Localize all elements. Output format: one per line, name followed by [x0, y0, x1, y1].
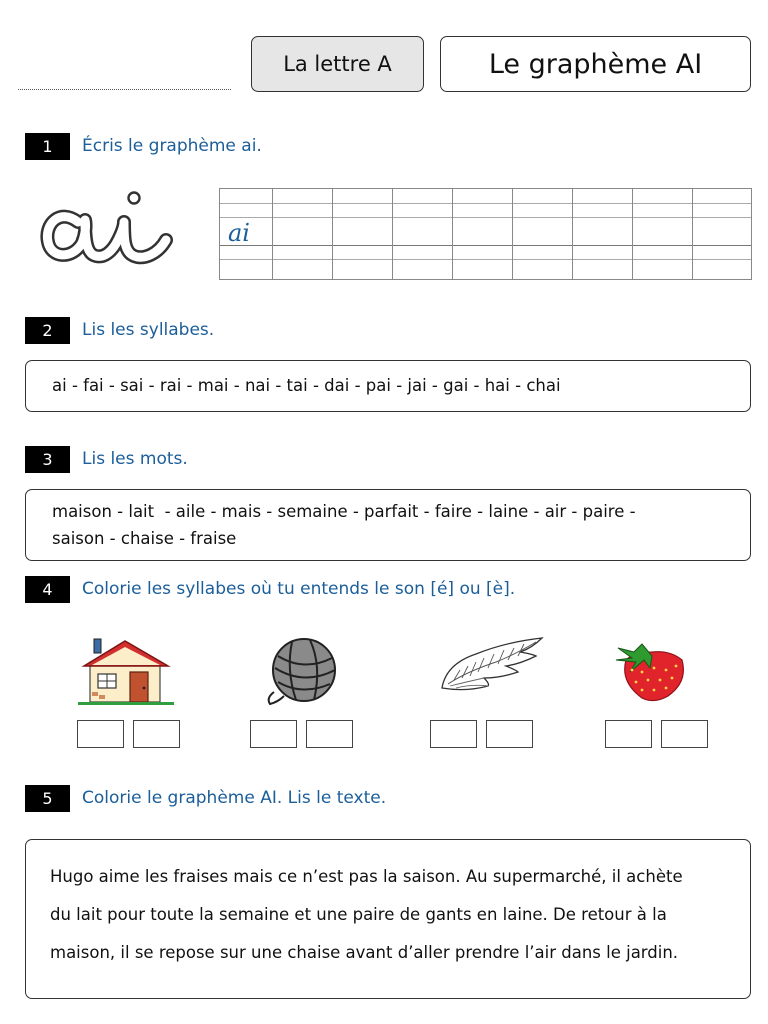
grid-column [512, 189, 513, 279]
text-line: maison, il se repose sur une chaise avant d’aller prendre l’air dans le jardin. [50, 943, 679, 962]
grid-line [220, 245, 751, 246]
grid-column [632, 189, 633, 279]
section-3-title: Lis les mots. [82, 449, 188, 469]
section-1-number: 1 [25, 133, 70, 160]
model-text: ai [228, 219, 250, 247]
syllable-box[interactable] [430, 720, 477, 748]
syllable-box[interactable] [133, 720, 180, 748]
writing-grid[interactable] [219, 188, 752, 280]
syllables-text: ai - fai - sai - rai - mai - nai - tai - dai - pai - jai - gai - hai - chai [52, 376, 561, 395]
syllable-box[interactable] [77, 720, 124, 748]
yarn-ball-icon [262, 636, 342, 706]
words-line: saison - chaise - fraise [52, 529, 237, 548]
grid-column [572, 189, 573, 279]
syllable-box[interactable] [250, 720, 297, 748]
section-2-number: 2 [25, 317, 70, 344]
section-1-title: Écris le graphème ai. [82, 136, 262, 156]
grid-column [452, 189, 453, 279]
words-box [25, 489, 751, 561]
section-3-number: 3 [25, 446, 70, 473]
name-line[interactable] [18, 89, 231, 90]
syllable-box[interactable] [486, 720, 533, 748]
syllable-box[interactable] [605, 720, 652, 748]
grid-column [692, 189, 693, 279]
cursive-ai-outline-icon [40, 188, 176, 270]
grid-line [220, 259, 751, 260]
letter-tag: La lettre A [251, 36, 424, 92]
words-line: maison - lait - aile - mais - semaine - parfait - faire - laine - air - paire - [52, 502, 636, 521]
section-2-title: Lis les syllabes. [82, 320, 215, 340]
reading-text-box [25, 839, 751, 999]
text-line: du lait pour toute la semaine et une paire de gants en laine. De retour à la [50, 905, 667, 924]
grid-column [392, 189, 393, 279]
strawberry-icon [612, 638, 692, 704]
section-4-title: Colorie les syllabes où tu entends le son [é] ou [è]. [82, 579, 516, 599]
syllable-box[interactable] [661, 720, 708, 748]
section-5-number: 5 [25, 785, 70, 812]
syllable-box[interactable] [306, 720, 353, 748]
section-5-title: Colorie le graphème AI. Lis le texte. [82, 788, 387, 808]
text-line: Hugo aime les fraises mais ce n’est pas la saison. Au supermarché, il achète [50, 867, 683, 886]
syllables-box [25, 360, 751, 412]
wing-icon [436, 634, 546, 696]
house-icon [76, 636, 176, 708]
grid-line [220, 203, 751, 204]
grid-column [272, 189, 273, 279]
section-4-number: 4 [25, 576, 70, 603]
grid-column [332, 189, 333, 279]
grid-line [220, 217, 751, 218]
page-title: Le graphème AI [440, 36, 751, 92]
